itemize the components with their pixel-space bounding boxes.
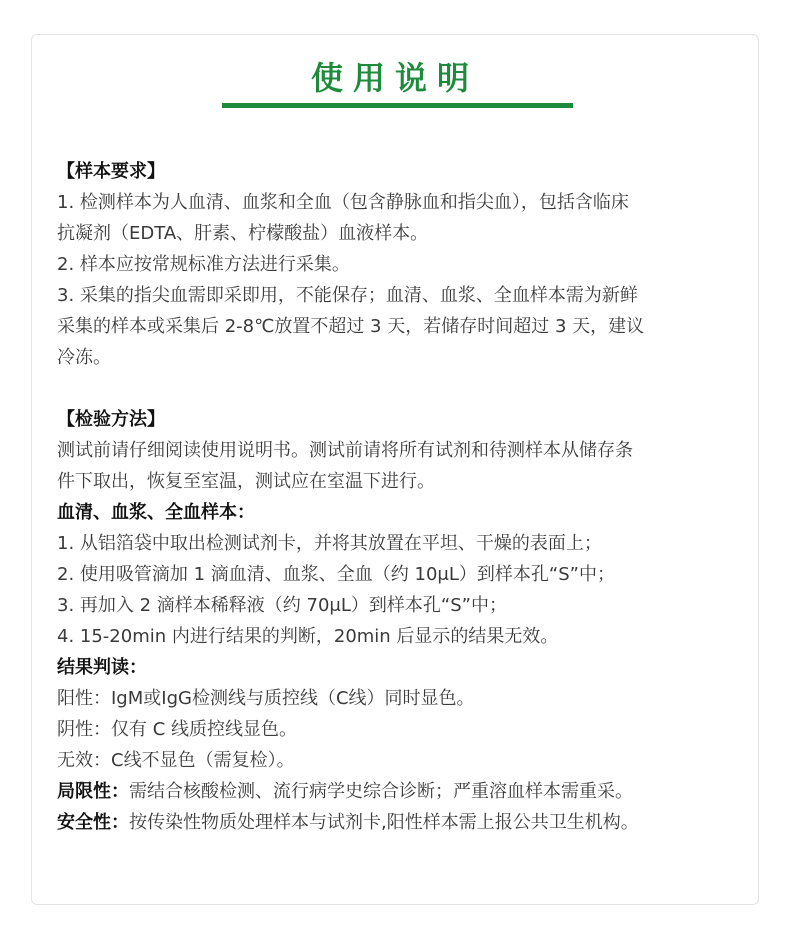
title-underline [222,103,573,108]
safety-label: 安全性： [57,812,129,833]
method-intro-line-2: 件下取出，恢复至室温，测试应在室温下进行。 [57,471,435,492]
sample-type-heading: 血清、血浆、全血样本： [57,502,255,523]
test-method-heading: 【检验方法】 [57,409,165,430]
section-gap [57,373,742,404]
sample-line-5: 采集的样本或采集后 2-8℃放置不超过 3 天，若储存时间超过 3 天，建议 [57,316,645,337]
limitation-line [57,776,742,807]
instructions-content [57,156,742,838]
limitation-text: 需结合核酸检测、流行病学史综合诊断；严重溶血样本需重采。 [129,781,633,802]
sample-line-1: 1. 检测样本为人血清、血浆和全血（包含静脉血和指尖血），包括含临床 [57,192,629,213]
safety-text: 按传染性物质处理样本与试剂卡,阳性样本需上报公共卫生机构。 [129,812,639,833]
sample-line-4: 3. 采集的指尖血需即采即用，不能保存；血清、血浆、全血样本需为新鲜 [57,285,638,306]
method-intro-line-1: 测试前请仔细阅读使用说明书。测试前请将所有试剂和待测样本从储存条 [57,440,633,461]
sample-line-6: 冷冻。 [57,347,111,368]
safety-line [57,807,742,838]
result-interpretation-heading: 结果判读： [57,657,147,678]
result-invalid: 无效：C线不显色（需复检）。 [57,750,295,771]
method-step-3: 3. 再加入 2 滴样本稀释液（约 70μL）到样本孔“S”中； [57,595,507,616]
sample-requirements-heading: 【样本要求】 [57,161,165,182]
sample-line-3: 2. 样本应按常规标准方法进行采集。 [57,254,350,275]
page-title: 使用说明 [310,59,479,97]
result-positive: 阳性：IgM或IgG检测线与质控线（C线）同时显色。 [57,688,475,709]
sample-line-2: 抗凝剂（EDTA、肝素、柠檬酸盐）血液样本。 [57,223,429,244]
method-step-2: 2. 使用吸管滴加 1 滴血清、血浆、全血（约 10μL）到样本孔“S”中； [57,564,615,585]
method-step-4: 4. 15-20min 内进行结果的判断，20min 后显示的结果无效。 [57,626,559,647]
result-negative: 阴性：仅有 C 线质控线显色。 [57,719,298,740]
method-step-1: 1. 从铝箔袋中取出检测试剂卡，并将其放置在平坦、干燥的表面上； [57,533,602,554]
limitation-label: 局限性： [57,781,129,802]
